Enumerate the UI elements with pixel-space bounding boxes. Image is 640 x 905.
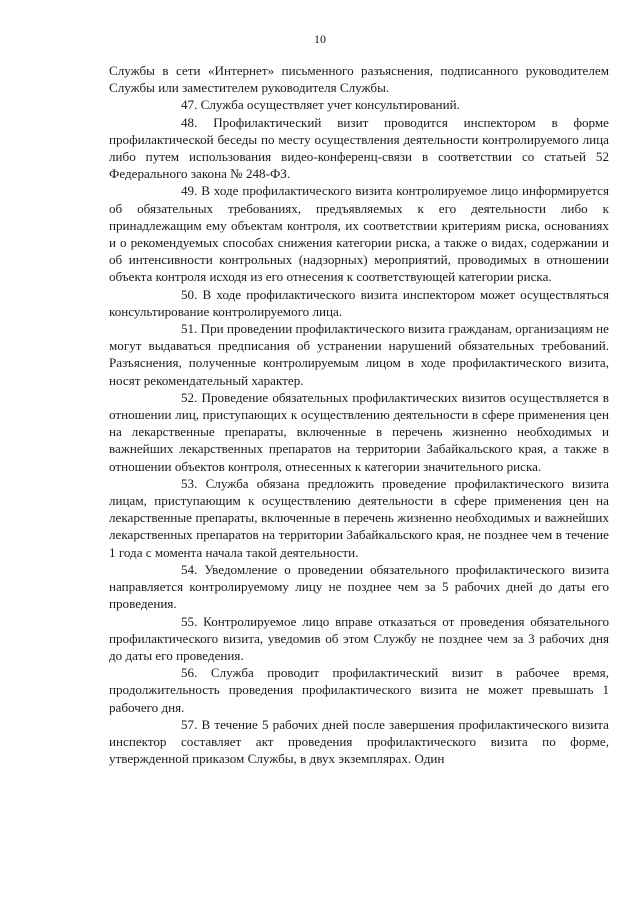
paragraph-57 xyxy=(109,716,609,768)
paragraph-text: Контролируемое лицо вправе отказаться от проведения обязательного профилактического визита, уведомив об этом Службу не позднее чем за 3 рабочих дня до даты его проведения. xyxy=(109,613,609,663)
paragraph-number: 49. xyxy=(181,183,198,199)
paragraph-number: 55. xyxy=(181,613,198,629)
paragraph-text: Службы в сети «Интернет» письменного разъяснения, подписанного руководителем Службы или заместителем руководителя Службы. xyxy=(109,63,609,96)
paragraph-number: 48. xyxy=(181,114,198,130)
paragraph-49 xyxy=(109,182,609,285)
paragraph-56 xyxy=(109,664,609,716)
paragraph-number: 57. xyxy=(181,716,198,732)
paragraph-54 xyxy=(109,561,609,613)
paragraph-number: 56. xyxy=(181,665,198,681)
paragraph-number: 51. xyxy=(181,321,198,337)
paragraph-number: 50. xyxy=(181,286,198,302)
paragraph-number: 52. xyxy=(181,389,198,405)
paragraph-47 xyxy=(109,96,609,113)
paragraph-52 xyxy=(109,389,609,475)
paragraph-text: Служба осуществляет учет консультирований. xyxy=(200,97,460,113)
paragraph-number: 47. xyxy=(181,97,198,113)
paragraph-text: Профилактический визит проводится инспектором в форме профилактической беседы по месту осуществления деятельности контролируемого лица либо путем использования видео-конференц-связи в соответствии со статьей 52 Федерального закона № 248-ФЗ. xyxy=(109,114,609,182)
paragraph-51 xyxy=(109,320,609,389)
paragraph-text: В ходе профилактического визита контролируемое лицо информируется об обязательных требованиях, предъявляемых к его деятельности либо к принадлежащим ему объектам контроля, их соответствии критериям риска, основаниях и о рекомендуемых способах снижения категории риска, а также о видах, содержании и об интенсивности контрольных (надзорных) мероприятий, проводимых в отношении объекта контроля исходя из его отнесения к соответствующей категории риска. xyxy=(109,183,609,285)
paragraph-number: 54. xyxy=(181,561,198,577)
document-body xyxy=(109,62,609,767)
paragraph-continuation xyxy=(109,62,609,96)
paragraph-text: Служба обязана предложить проведение профилактического визита лицам, приступающим к осуществлению деятельности в сфере применения цен на лекарственные препараты, включенные в перечень жизненно необходимых и важнейших лекарственных препаратов на территории Забайкальского края, не позднее чем в течение 1 года с момента начала такой деятельности. xyxy=(109,475,609,560)
page-number: 10 xyxy=(314,32,326,46)
paragraph-text: Уведомление о проведении обязательного профилактического визита направляется контролируемому лицу не позднее чем за 5 рабочих дней до даты его проведения. xyxy=(109,561,610,612)
paragraph-48 xyxy=(109,114,609,183)
paragraph-text: В течение 5 рабочих дней после завершения профилактического визита инспектор составляет акт проведения профилактического визита по форме, утвержденной приказом Службы, в двух экземплярах. Один xyxy=(109,716,609,767)
paragraph-number: 53. xyxy=(181,475,198,491)
paragraph-53 xyxy=(109,475,609,561)
paragraph-text: Проведение обязательных профилактических визитов осуществляется в отношении лиц, приступающих к осуществлению деятельности в сфере применения цен на лекарственные препараты, включенные в перечень жизненно необходимых и важнейших лекарственных препаратов на территории Забайкальского края, а также в отношении объектов контроля, отнесенных к категории значительного риска. xyxy=(109,389,609,474)
paragraph-text: В ходе профилактического визита инспектором может осуществляться консультирование контролируемого лица. xyxy=(109,286,609,319)
paragraph-text: При проведении профилактического визита гражданам, организациям не могут выдаваться предписания об устранении нарушений обязательных требований. Разъяснения, полученные контролируемым лицом в ходе профилактического визита, носят рекомендательный характер. xyxy=(109,321,609,388)
paragraph-text: Служба проводит профилактический визит в рабочее время, продолжительность проведения профилактического визита не может превышать 1 рабочего дня. xyxy=(109,665,609,715)
paragraph-50 xyxy=(109,286,609,320)
paragraph-55 xyxy=(109,613,609,665)
